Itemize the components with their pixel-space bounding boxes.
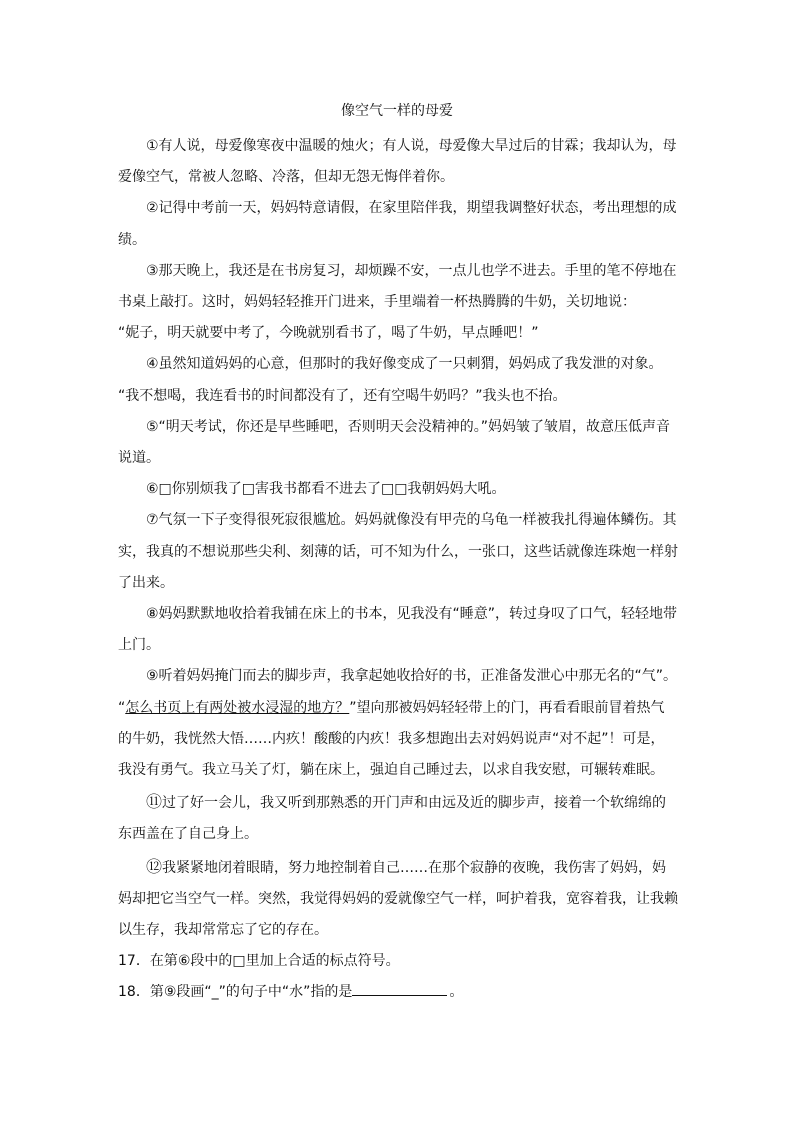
paragraph-number-11: ⑪ (146, 792, 163, 812)
paragraph-12-text: 我紧紧地闭着眼睛，努力地控制着自己……在那个寂静的夜晚，我伤害了妈妈，妈妈却把它当空气一样。突然，我觉得妈妈的爱就像空气一样，呵护着我，宽容着我，让我赖以生存，我却常常忘了它的存在。 (118, 859, 678, 939)
paragraph-4-quote: “我不想喝，我连看书的时间都没有了，还有空喝牛奶吗？”我头也不抬。 (118, 387, 567, 404)
paragraph-6: ⑥□你别烦我了□害我书都看不进去了□□我朝妈妈大吼。 (146, 481, 506, 498)
paragraph-12 (118, 851, 678, 947)
paragraph-5: ⑤“明天考试，你还是早些睡吧，否则明天会没精神的。”妈妈皱了皱眉，故意压低声音说道。 (118, 418, 671, 467)
paragraph-1: ①有人说，母爱像寒夜中温暖的烛火；有人说，母爱像大旱过后的甘霖；我却认为，母爱像空气，常被人忽略、冷落，但却无怨无悔伴着你。 (118, 138, 677, 186)
underline-mark: _ (211, 984, 219, 1001)
question-18-middle: ”的句子中“水”指的是 (218, 984, 353, 1001)
paragraph-9: ⑨听着妈妈掩门而去的脚步声，我拿起她收拾好的书，正准备发泄心中那无名的“气”。 (146, 668, 678, 685)
answer-blank[interactable] (352, 981, 447, 996)
underlined-sentence: 怎么书页上有两处被水浸湿的地方？ (125, 699, 350, 716)
paragraph-2: ②记得中考前一天，妈妈特意请假，在家里陪伴我，期望我调整好状态，考出理想的成绩。 (118, 200, 677, 248)
paragraph-9-rest: ”望向那被妈妈轻轻带上的门，再看看眼前冒着热气的牛奶，我恍然大悟……内疚！酸酸的内疚！我多想跑出去对妈妈说声“对不起”！可是，我没有勇气。我立马关了灯，躺在床上，强迫自己睡过去，以求自我安慰，可辗转难眠。 (118, 699, 665, 779)
paragraph-4: ④虽然知道妈妈的心意，但那时的我好像变成了一只刺猬，妈妈成了我发泄的对象。 (146, 356, 663, 373)
paragraph-3-quote: “妮子，明天就要中考了，今晚就别看书了，喝了牛奶，早点睡吧！” (118, 325, 539, 342)
paragraph-3: ③那天晚上，我还是在书房复习，却烦躁不安，一点儿也学不进去。手里的笔不停地在书桌上敲打。这时，妈妈轻轻推开门进来，手里端着一杯热腾腾的牛奶，关切地说： (118, 262, 677, 311)
paragraph-11-text: 过了好一会儿，我又听到那熟悉的开门声和由远及近的脚步声，接着一个软绵绵的东西盖在了自己身上。 (118, 795, 667, 843)
paragraph-8: ⑧妈妈默默地收拾着我铺在床上的书本，见我没有“睡意”，转过身叹了口气，轻轻地带上门。 (118, 606, 678, 654)
paragraph-number-12: ⑫ (146, 856, 163, 876)
question-17: 17．在第⑥段中的□里加上合适的标点符号。 (118, 953, 400, 970)
page-title: 像空气一样的母爱 (341, 103, 453, 119)
article-body (118, 131, 678, 1009)
question-18 (118, 977, 678, 1008)
question-18-prefix: 18．第⑨段画“ (118, 984, 212, 1001)
paragraph-9-continued (118, 693, 678, 787)
paragraph-7: ⑦气氛一下子变得很死寂很尴尬。妈妈就像没有甲壳的乌龟一样被我扎得遍体鳞伤。其实，我真的不想说那些尖利、刻薄的话，可不知为什么，一张口，这些话就像连珠炮一样射了出来。 (118, 512, 678, 591)
question-18-end: 。 (449, 984, 464, 1001)
quote-open: “ (118, 699, 126, 716)
paragraph-11 (118, 786, 678, 850)
